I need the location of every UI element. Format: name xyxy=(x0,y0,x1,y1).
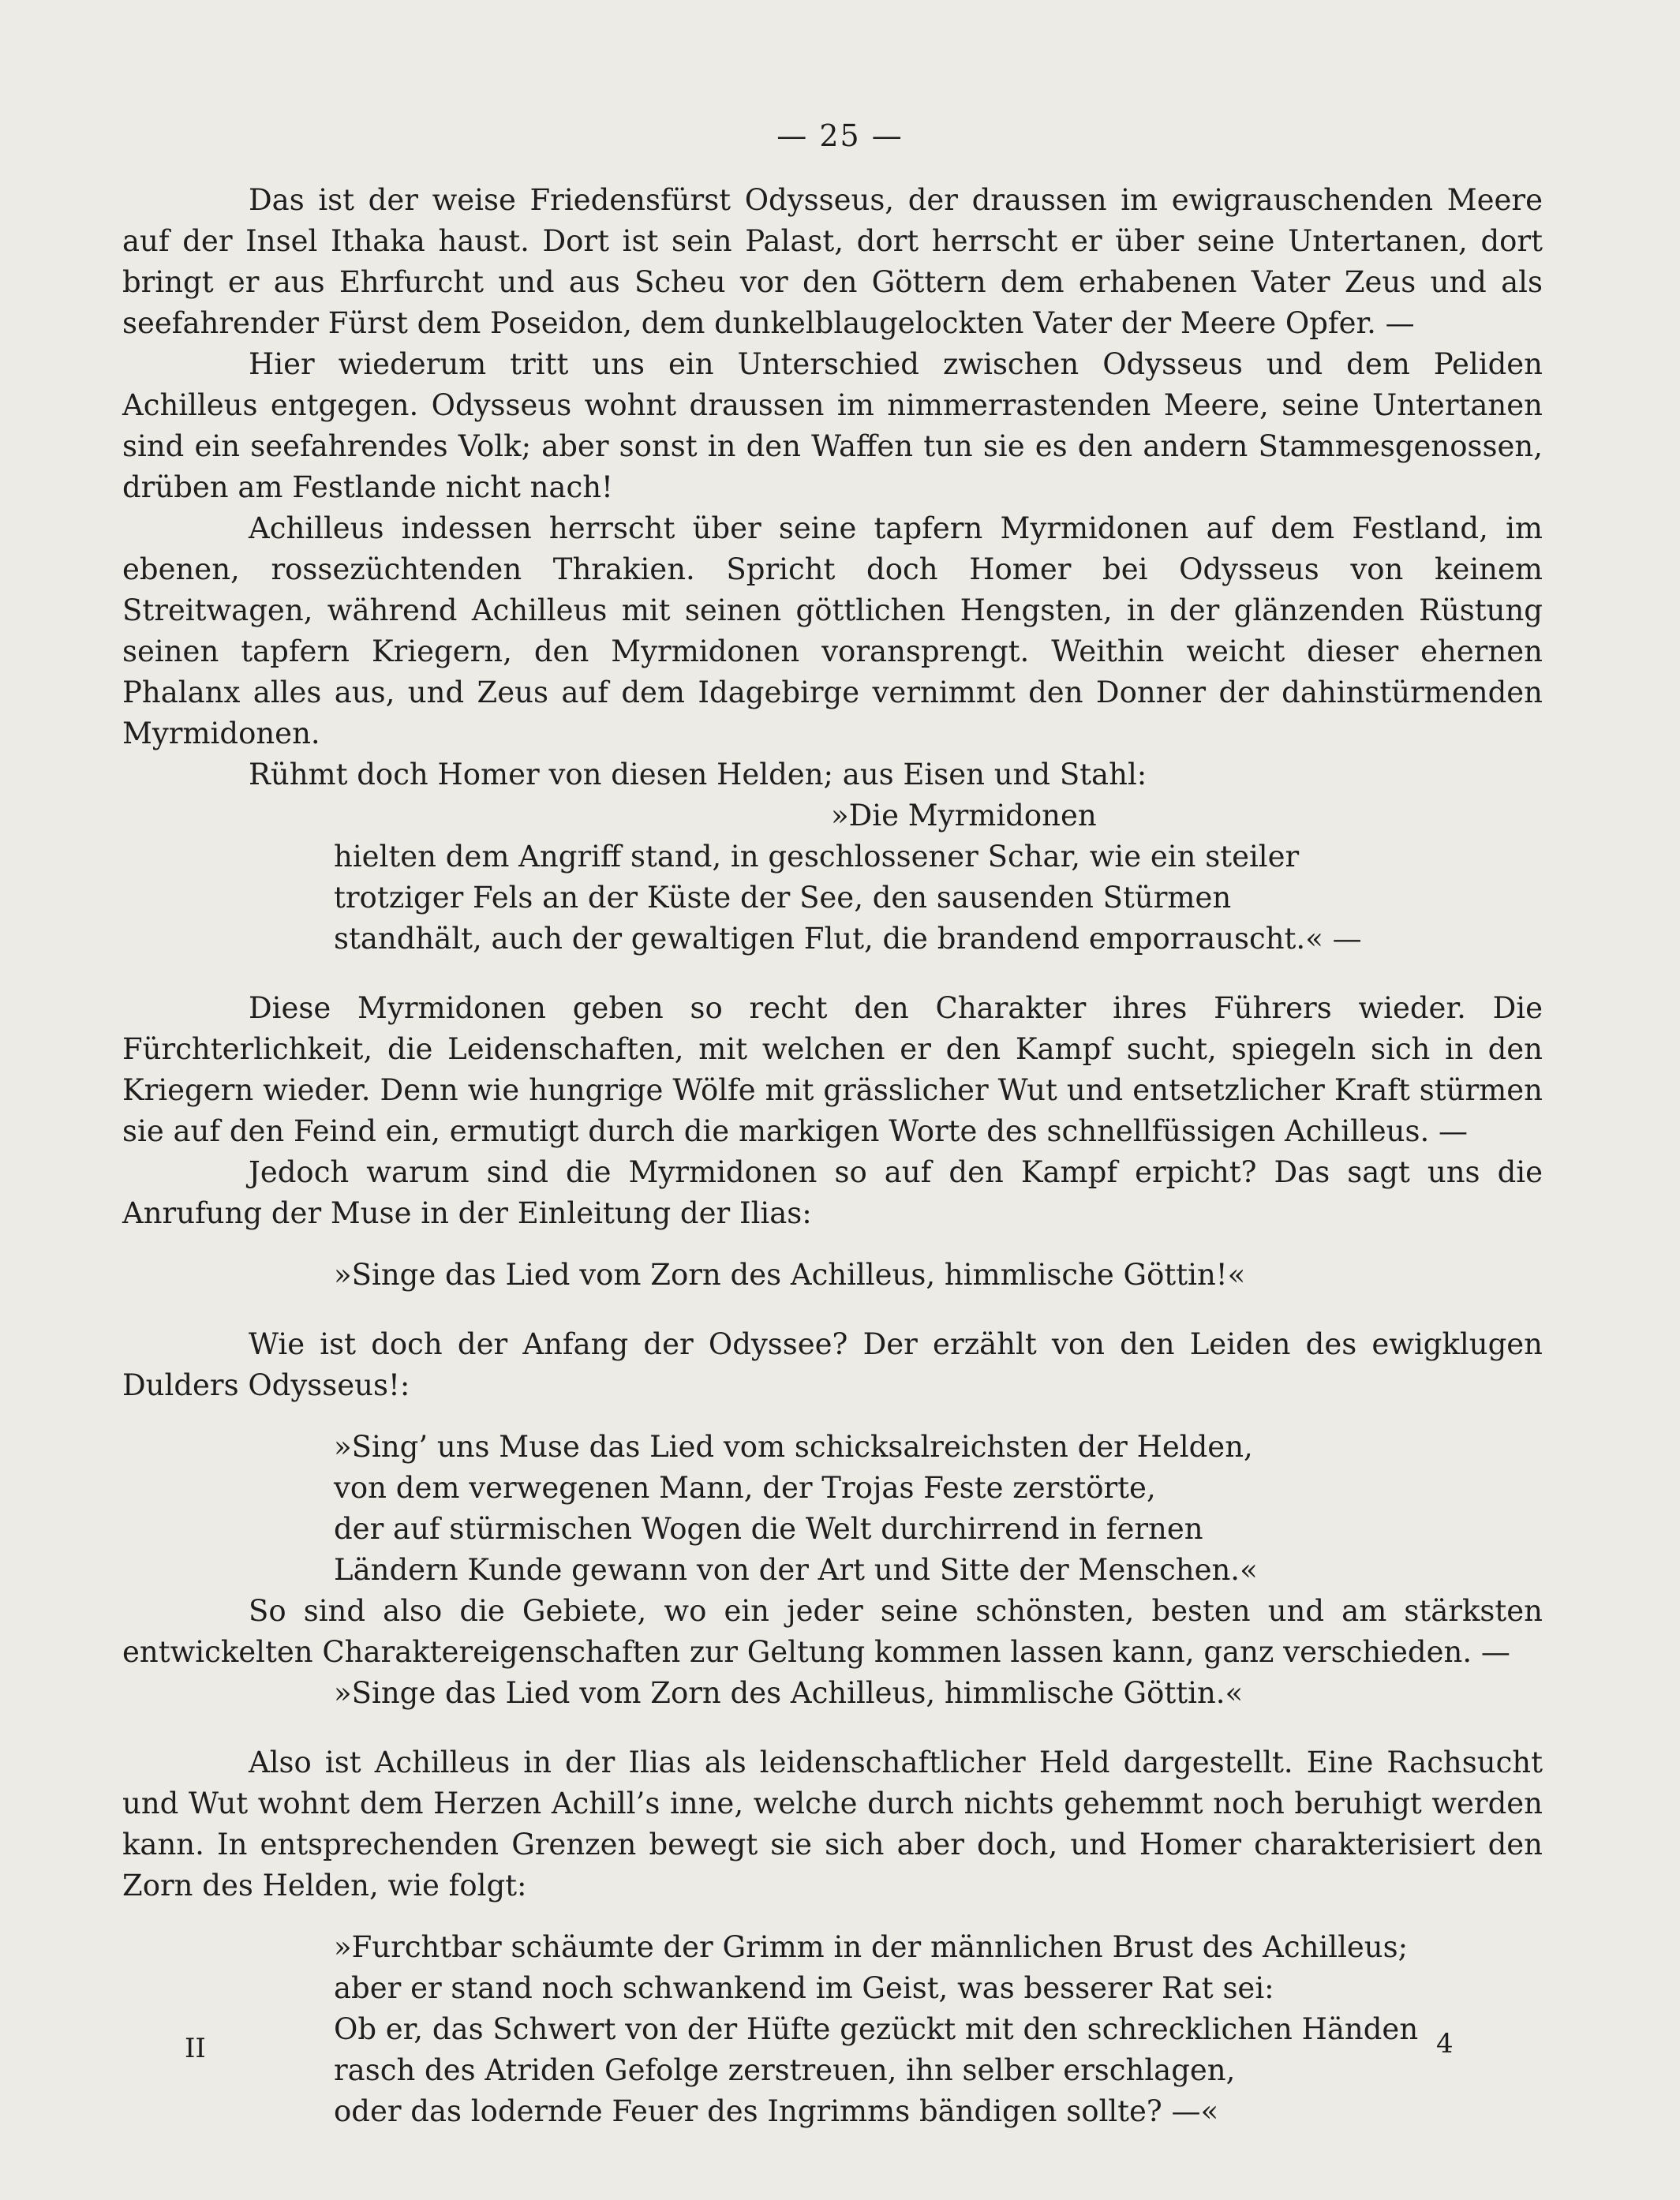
paragraph-myrmidon-character: Diese Myrmidonen geben so recht den Charakter ihres Führers wieder. Die Fürchterlichkeit, die Leidenschaften, mit welchen er den Kampf sucht, spiegeln sich in den Kriegern wieder. Denn wie hungrige Wölfe mit grässlicher Wut und entsetzlicher Kraft stürmen sie auf den Feind ein, ermutigt durch die markigen Worte des schnellfüssigen Achilleus. — xyxy=(122,991,1543,1148)
signature-mark: II xyxy=(185,2033,206,2064)
paragraph-why-eager: Jedoch warum sind die Myrmidonen so auf den Kampf erpicht? Das sagt uns die Anrufung der Muse in der Einleitung der Ilias: xyxy=(122,1155,1543,1230)
paragraph-difference: Hier wiederum tritt uns ein Unterschied zwischen Odysseus und dem Peliden Achilleus entgegen. Odysseus wohnt draussen im nimmerrastenden Meere, seine Untertanen sind ein seefahrendes Volk; aber sonst in den Waffen tun sie es den andern Stammesgenossen, drüben am Festlande nicht nach! xyxy=(122,347,1543,504)
quote-line: »Singe das Lied vom Zorn des Achilleus, himmlische Göttin!« xyxy=(334,1258,1246,1292)
paragraph-achilleus-thrakien: Achilleus indessen herrscht über seine tapfern Myrmidonen auf dem Festland, im ebenen, rossezüchtenden Thrakien. Spricht doch Homer bei Odysseus von keinem Streitwagen, während Achilleus mit seinen göttlichen Hengsten, in der glänzenden Rüstung seinen tapfern Kriegern, den Myrmidonen voransprengt. Weithin weicht dieser ehernen Phalanx alles aus, und Zeus auf dem Idagebirge vernimmt den Donner der dahinstürmenden Myrmidonen. xyxy=(122,511,1543,750)
quote-line: »Sing’ uns Muse das Lied vom schicksalreichsten der Helden, xyxy=(334,1430,1253,1464)
quote-line: Ländern Kunde gewann von der Art und Sitte der Menschen.« xyxy=(334,1553,1258,1587)
paragraph-homer-praise: Rühmt doch Homer von diesen Helden; aus Eisen und Stahl: xyxy=(249,758,1147,791)
quote-line: rasch des Atriden Gefolge zerstreuen, ihn selber erschlagen, xyxy=(334,2053,1236,2087)
quote-iliad-invocation xyxy=(334,1255,1543,1296)
quote-line: der auf stürmischen Wogen die Welt durchirrend in fernen xyxy=(334,1512,1203,1546)
paragraph-odysseus-ithaka: Das ist der weise Friedensfürst Odysseus, der draussen im ewigrauschenden Meere auf der Insel Ithaka haust. Dort ist sein Palast, dort herrscht er über seine Untertanen, dort bringt er aus Ehrfurcht und aus Scheu vor den Göttern dem erhabenen Vater Zeus und als seefahrender Fürst dem Poseidon, dem dunkelblaugelockten Vater der Meere Opfer. — xyxy=(122,183,1543,340)
page-body xyxy=(122,180,1543,2132)
quote-line: aber er stand noch schwankend im Geist, was besserer Rat sei: xyxy=(334,1971,1274,2005)
paragraph-achilleus-wrath: Also ist Achilleus in der Ilias als leidenschaftlicher Held dargestellt. Eine Rachsucht und Wut wohnt dem Herzen Achill’s inne, welche durch nichts gehemmt noch beruhigt werden kann. In entsprechenden Grenzen bewegt sie sich aber doch, und Homer charakterisiert den Zorn des Helden, wie folgt: xyxy=(122,1745,1543,1903)
quote-line: standhält, auch der gewaltigen Flut, die brandend emporrauscht.« — xyxy=(334,922,1362,956)
page-number: — 25 — xyxy=(776,118,904,153)
quote-iliad-repeat xyxy=(334,1673,1543,1714)
quote-wrath xyxy=(334,1927,1543,2132)
quote-line: Ob er, das Schwert von der Hüfte gezückt mit den schrecklichen Händen xyxy=(334,2012,1419,2046)
quote-line: hielten dem Angriff stand, in geschlossener Schar, wie ein steiler xyxy=(334,840,1300,874)
quote-line: »Furchtbar schäumte der Grimm in der männlichen Brust des Achilleus; xyxy=(334,1930,1409,1964)
quote-odyssey-invocation xyxy=(334,1427,1543,1591)
quote-line: »Singe das Lied vom Zorn des Achilleus, himmlische Göttin.« xyxy=(334,1676,1244,1710)
paragraph-odyssey-opening: Wie ist doch der Anfang der Odyssee? Der erzählt von den Leiden des ewigklugen Dulders Odysseus!: xyxy=(122,1327,1543,1402)
quote-line: oder das lodernde Feuer des Ingrimms bändigen sollte? —« xyxy=(334,2094,1219,2128)
sheet-number: 4 xyxy=(1436,2028,1454,2060)
quote-line: »Die Myrmidonen xyxy=(831,799,1097,832)
quote-myrmidons xyxy=(334,795,1543,960)
quote-line: trotziger Fels an der Küste der See, den sausenden Stürmen xyxy=(334,881,1232,915)
paragraph-domains: So sind also die Gebiete, wo ein jeder seine schönsten, besten und am stärksten entwickelten Charaktereigenschaften zur Geltung kommen lassen kann, ganz verschieden. — xyxy=(122,1594,1543,1669)
quote-line: von dem verwegenen Mann, der Trojas Feste zerstörte, xyxy=(334,1471,1156,1505)
